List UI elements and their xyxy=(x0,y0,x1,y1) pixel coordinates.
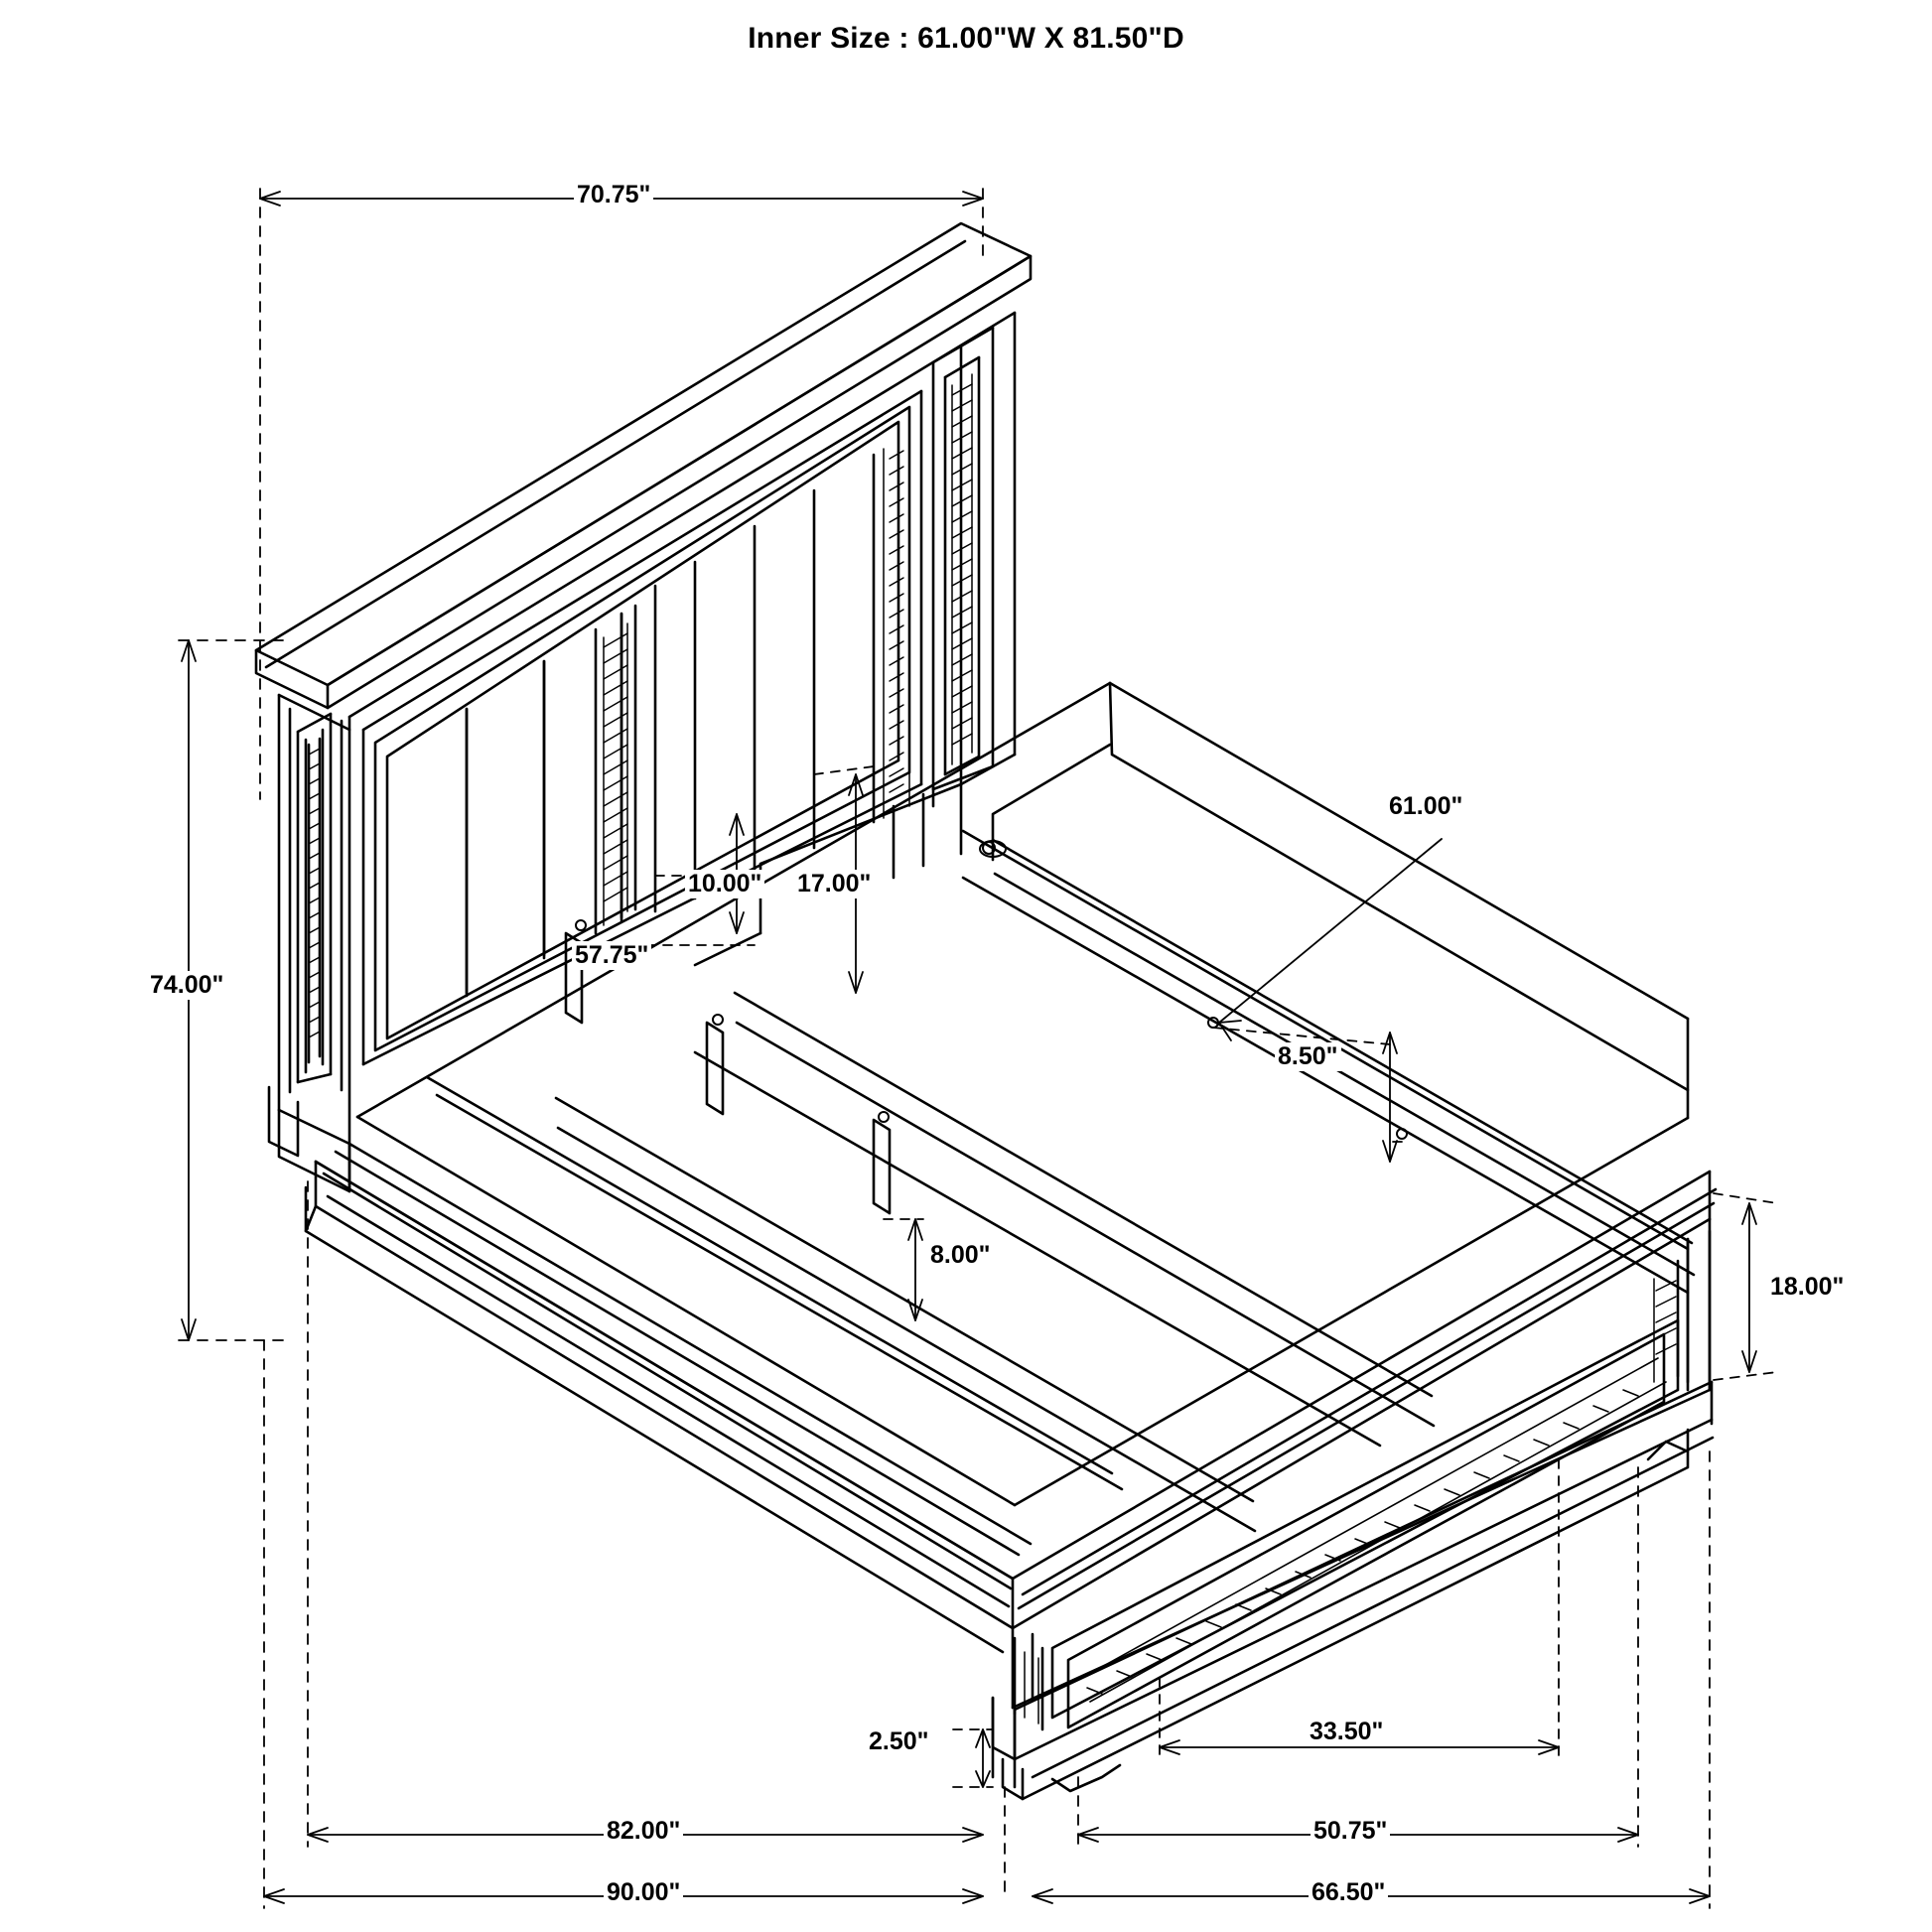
dimension-label-headboard-top-width: 70.75" xyxy=(574,181,653,209)
dimension-label-inner-width: 61.00" xyxy=(1386,792,1465,821)
dimension-label-footboard-height: 18.00" xyxy=(1767,1273,1847,1302)
dimension-label-footboard-width: 50.75" xyxy=(1311,1817,1390,1846)
dimension-label-headboard-panel-width: 57.75" xyxy=(572,941,651,970)
dimension-label-bed-length: 82.00" xyxy=(604,1817,683,1846)
dimension-label-side-rail-height: 8.50" xyxy=(1275,1042,1341,1071)
dimension-label-footboard-panel-width: 33.50" xyxy=(1307,1718,1386,1746)
dimension-label-foot-clearance: 2.50" xyxy=(866,1727,932,1756)
dimension-label-overall-height: 74.00" xyxy=(147,971,226,1000)
page-title: Inner Size : 61.00"W X 81.50"D xyxy=(748,22,1184,55)
dimension-label-headboard-lower-height: 17.00" xyxy=(794,870,874,898)
dimension-label-overall-width: 66.50" xyxy=(1309,1878,1388,1907)
dimension-label-center-support-height: 8.00" xyxy=(927,1241,994,1270)
dimension-label-headboard-panel-height: 10.00" xyxy=(685,870,764,898)
dimension-label-overall-length: 90.00" xyxy=(604,1878,683,1907)
